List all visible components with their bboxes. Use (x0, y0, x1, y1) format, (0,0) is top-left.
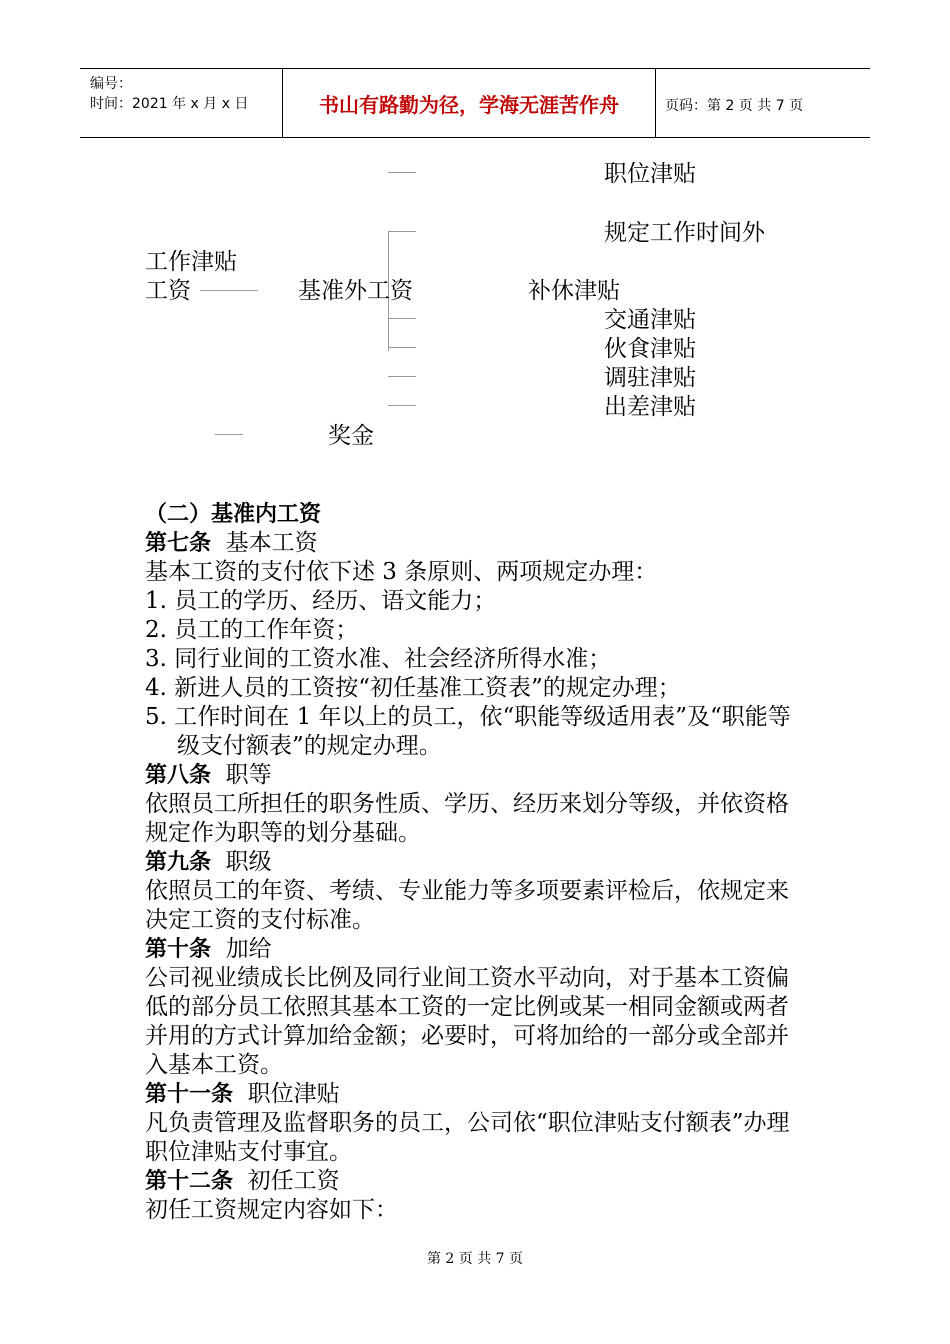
article-9-text: 依照员工的年资、考绩、专业能力等多项要素评检后，依规定来决定工资的支付标准。 (145, 878, 789, 933)
connector-line (388, 347, 416, 348)
connector-line (388, 231, 416, 232)
article-title: 第十一条 (145, 1082, 234, 1107)
list-item: 3. 同行业间的工资水准、社会经济所得水准； (145, 646, 612, 672)
article-12-heading (145, 1167, 795, 1196)
diagram-bonus: 奖金 (328, 423, 374, 449)
connector-line (388, 376, 416, 377)
article-name: 加给 (225, 936, 272, 962)
connector-line (388, 405, 416, 406)
article-7-heading (145, 529, 795, 558)
diagram-item: 职位津贴 (604, 161, 696, 187)
article-title: 第十条 (145, 937, 212, 962)
article-11-heading (145, 1080, 795, 1109)
connector-line (388, 172, 416, 173)
list-item: 5. 工作时间在 1 年以上的员工，依“职能等级适用表”及“职能等级支付额表”的规定办理。 (145, 704, 791, 759)
diagram-item: 交通津贴 (604, 307, 696, 333)
article-name: 职级 (225, 849, 272, 875)
diagram-item: 规定工作时间外 (604, 220, 765, 246)
article-name: 职位津贴 (247, 1081, 340, 1107)
list-item: 1. 员工的学历、经历、语文能力； (145, 588, 497, 614)
article-title: 第八条 (145, 763, 212, 788)
header-meta (80, 69, 283, 137)
article-title: 第九条 (145, 850, 212, 875)
list-item: 2. 员工的工作年资； (145, 617, 359, 643)
page-header (80, 68, 870, 138)
diagram-mid: 基准外工资 (298, 278, 413, 304)
diagram-item: 补休津贴 (528, 278, 620, 304)
diagram-item: 调驻津贴 (604, 365, 696, 391)
time-label: 时间：2021 年 x 月 x 日 (90, 96, 249, 112)
diagram-item: 伙食津贴 (604, 336, 696, 362)
header-motto: 书山有路勤为径，学海无涯苦作舟 (283, 69, 656, 137)
list-item: 4. 新进人员的工资按“初任基准工资表”的规定办理； (145, 675, 681, 701)
number-label: 编号： (90, 76, 132, 92)
article-name: 职等 (225, 762, 272, 788)
connector-line (388, 318, 416, 319)
diagram-root-line2: 工资 (145, 278, 191, 304)
article-7-text: 基本工资的支付依下述 3 条原则、两项规定办理： (145, 559, 658, 585)
page-footer: 第 2 页 共 7 页 (426, 1251, 524, 1267)
article-title: 第十二条 (145, 1169, 234, 1194)
connector-line (200, 290, 258, 291)
diagram-root-line1: 工作津贴 (145, 249, 237, 275)
article-11-text: 凡负责管理及监督职务的员工，公司依“职位津贴支付额表”办理职位津贴支付事宜。 (145, 1110, 790, 1165)
article-title: 第七条 (145, 531, 212, 556)
article-10-text: 公司视业绩成长比例及同行业间工资水平动向，对于基本工资偏低的部分员工依照其基本工资的一定比例或某一相同金额或两者并用的方式计算加给金额；必要时，可将加给的一部分或全部并入基本工资。 (145, 965, 789, 1078)
article-12-text: 初任工资规定内容如下： (145, 1197, 398, 1223)
document-body (145, 500, 795, 1225)
article-name: 初任工资 (247, 1168, 340, 1194)
connector-line (215, 434, 243, 435)
article-8-text: 依照员工所担任的职务性质、学历、经历来划分等级，并依资格规定作为职等的划分基础。 (145, 791, 789, 846)
section-title: （二）基准内工资 (145, 502, 322, 527)
article-9-heading (145, 848, 795, 877)
article-name: 基本工资 (225, 530, 318, 556)
article-10-heading (145, 935, 795, 964)
article-8-heading (145, 761, 795, 790)
header-page-info: 页码：第 2 页 共 7 页 (665, 98, 804, 114)
diagram-item: 出差津贴 (604, 394, 696, 420)
